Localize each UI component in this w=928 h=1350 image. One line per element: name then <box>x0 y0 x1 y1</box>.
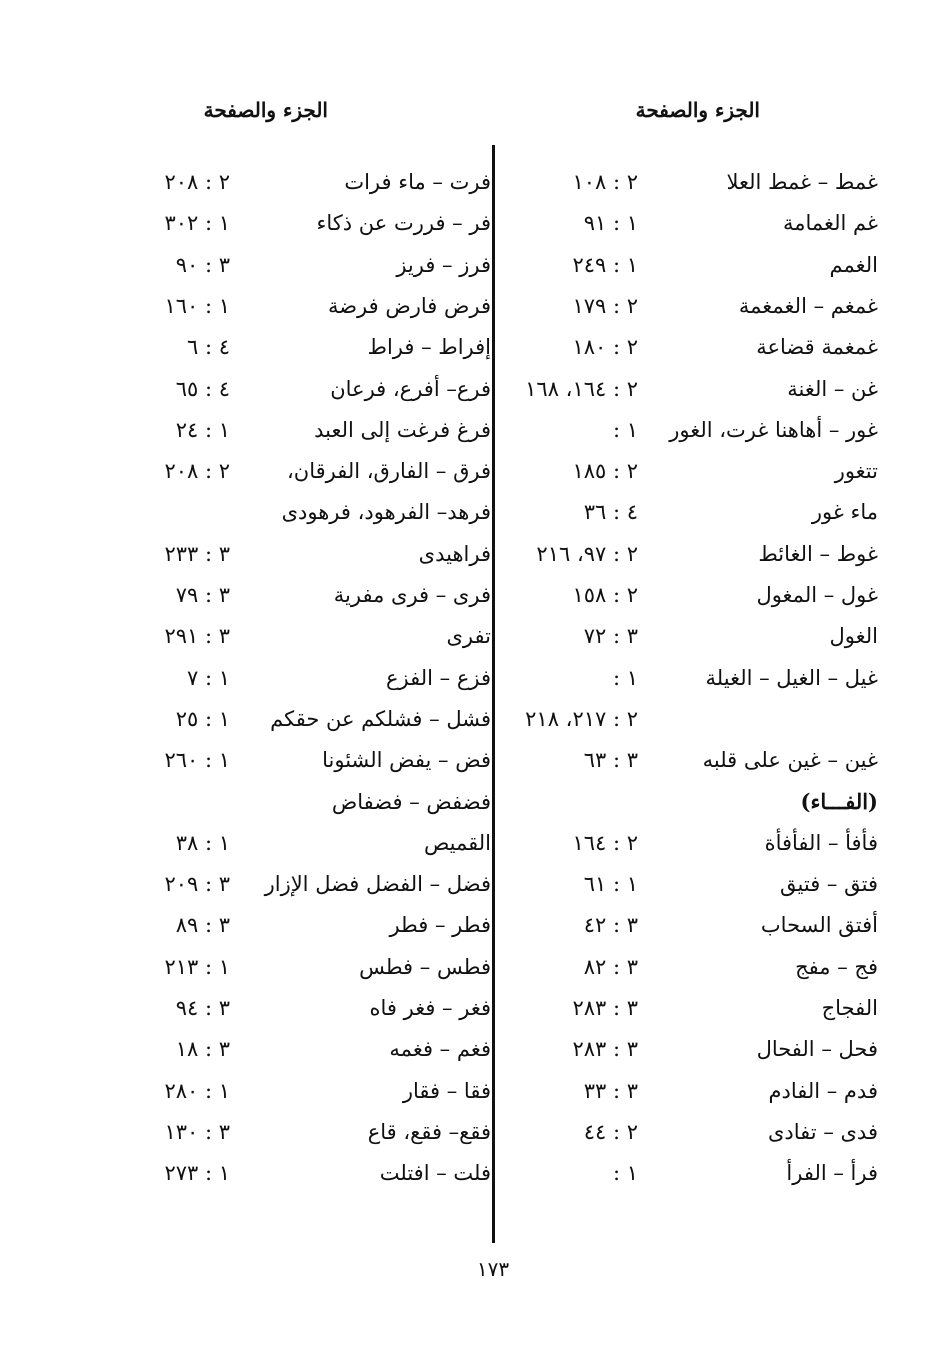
entry-word: فشل – فشلكم عن حقكم <box>270 706 491 731</box>
entry-reference: ٤ : ٦ <box>187 335 230 360</box>
entry-reference: ٣ : ٢٨٣ <box>572 1037 638 1062</box>
entry-reference: ٣ : ٩٠ <box>175 252 230 277</box>
entry-word: غمغمة قضاعة <box>756 335 878 360</box>
entry-word: فقع– فقع، قاع <box>367 1119 491 1144</box>
entry-word: فتق – فتيق <box>780 872 878 897</box>
index-entry <box>0 327 928 367</box>
entry-reference: ٢ : ١٠٨ <box>572 170 638 194</box>
entry-word: غين – غين على قلبه <box>702 748 878 773</box>
entry-reference: ٣ : ٨٩ <box>175 913 230 938</box>
entry-word: أفتق السحاب <box>760 913 878 938</box>
entry-reference: ١ : ٧ <box>187 665 230 690</box>
index-entry <box>0 782 928 822</box>
index-entry <box>0 492 928 532</box>
entry-word: فغم – فغمه <box>389 1037 491 1062</box>
entry-word: غيل – الغيل – الغيلة <box>705 665 878 690</box>
entry-word: ماء غور <box>811 500 878 525</box>
entry-reference: ٢ : ١٥٨ <box>572 583 638 607</box>
entry-reference: ١ : ٢٧٣ <box>164 1161 230 1186</box>
entry-word: فرت – ماء فرات <box>344 170 491 194</box>
entry-word: فزع – الفزع <box>386 665 491 690</box>
entry-word: غمغم – الغمغمة <box>738 293 878 318</box>
entry-reference: ٣ : ٢٣٣ <box>164 541 230 566</box>
entry-reference: ٢ : ١٧٩ <box>572 293 638 318</box>
entry-word: فضفض – فضفاض <box>331 789 491 814</box>
entry-reference: ١ : <box>612 1161 638 1186</box>
entry-word: غم الغمامة <box>782 211 878 236</box>
entry-word: فرع– أفرع، فرعان <box>330 376 491 401</box>
entry-reference: ٤ : ٦٥ <box>175 376 230 401</box>
entry-word: تفرى <box>446 624 491 649</box>
entry-word: الفجاج <box>821 996 878 1020</box>
entry-reference: ٢ : ٢٠٨ <box>164 459 230 484</box>
entry-word: فرهد– الفرهود، فرهودى <box>281 500 491 525</box>
entry-word: تتغور <box>834 459 878 484</box>
entry-reference: ٣ : ٦٣ <box>583 748 638 773</box>
entry-word: (الفـــاء) <box>800 788 878 814</box>
entry-word: غول – المغول <box>756 583 878 607</box>
entry-word: الغمم <box>829 252 878 277</box>
entry-reference: ٣ : ٢٨٣ <box>572 996 638 1020</box>
index-entry <box>0 1029 928 1069</box>
index-entry <box>0 162 928 202</box>
entry-word: فراهيدى <box>418 541 491 566</box>
entry-reference: ١ : <box>612 665 638 690</box>
entry-word: غور – أهاهنا غرت، الغور <box>669 417 878 442</box>
entry-word: فر – فررت عن ذكاء <box>316 211 491 236</box>
entry-word: فلت – افتلت <box>379 1161 491 1186</box>
index-entry <box>0 1071 928 1111</box>
entry-reference: ٢ : ١٦٤ <box>572 830 638 855</box>
index-entry <box>0 988 928 1028</box>
entry-word: فدى – تفادى <box>767 1119 878 1144</box>
entry-word: غمط – غمط العلا <box>726 170 878 194</box>
entry-reference: ١ : ٣٠٢ <box>164 211 230 236</box>
entry-reference: ٢ : ٤٤ <box>583 1119 638 1144</box>
index-entry <box>0 864 928 904</box>
entry-reference: ٣ : ٤٢ <box>583 913 638 938</box>
right-column-header: الجزء والصفحة <box>635 98 760 122</box>
entry-reference: ٣ : ١٨ <box>175 1037 230 1062</box>
index-entry <box>0 947 928 987</box>
entry-reference: ٣ : ٢٩١ <box>164 624 230 649</box>
entry-reference: ٣ : ٣٣ <box>583 1078 638 1103</box>
entry-reference: ١ : ٢١٣ <box>164 954 230 979</box>
entry-reference: ٢ : ١٨٥ <box>572 459 638 484</box>
entry-reference: ٣ : ٩٤ <box>175 996 230 1020</box>
page-number: ١٧٣ <box>476 1257 510 1281</box>
entry-reference: ٣ : ٢٠٩ <box>164 872 230 897</box>
entry-reference: ١ : ٣٨ <box>175 830 230 855</box>
index-entry <box>0 616 928 656</box>
entry-reference: ١ : ٢٦٠ <box>164 748 230 773</box>
entry-reference: ٣ : ١٣٠ <box>164 1119 230 1144</box>
entry-reference: ٤ : ٣٦ <box>583 500 638 525</box>
entry-reference: ٣ : ٧٩ <box>175 583 230 607</box>
index-entry <box>0 451 928 491</box>
entry-word: فرز – فريز <box>396 252 491 277</box>
entry-reference: ٢ : ٢١٧، ٢١٨ <box>525 706 638 731</box>
index-entry <box>0 905 928 945</box>
index-entry <box>0 534 928 574</box>
entry-reference: ٢ : ٩٧، ٢١٦ <box>536 541 638 566</box>
entry-word: فغر – فغر فاه <box>369 996 491 1020</box>
index-entry <box>0 203 928 243</box>
index-entry <box>0 1112 928 1152</box>
entry-reference: ١ : ٦١ <box>583 872 638 897</box>
left-column-header: الجزء والصفحة <box>203 98 328 122</box>
index-entry <box>0 575 928 615</box>
entry-word: غن – الغنة <box>787 376 878 401</box>
entry-reference: ٣ : ٨٢ <box>583 954 638 979</box>
entry-word: فض – يفض الشئونا <box>322 748 491 773</box>
entry-reference: ٢ : ١٨٠ <box>572 335 638 360</box>
entry-reference: ١ : ١٦٠ <box>164 293 230 318</box>
entry-word: فطر – فطر <box>389 913 491 938</box>
entry-reference: ٢ : ١٦٤، ١٦٨ <box>525 376 638 401</box>
index-entry <box>0 286 928 326</box>
entry-word: الغول <box>829 624 878 649</box>
entry-word: إفراط – فراط <box>367 335 491 360</box>
entry-reference: ١ : ٢٤ <box>175 417 230 442</box>
index-entry <box>0 1153 928 1193</box>
index-entry <box>0 245 928 285</box>
entry-word: فرض فارض فرضة <box>327 293 491 318</box>
index-entry <box>0 369 928 409</box>
entry-word: فرأ – الفرأ <box>786 1161 878 1186</box>
entry-word: القميص <box>423 830 491 855</box>
entry-word: فرق – الفارق، الفرقان، <box>287 459 491 484</box>
entry-word: فدم – الفادم <box>768 1078 878 1103</box>
entry-word: غوط – الغائط <box>758 541 878 566</box>
entry-reference: ٣ : ٧٢ <box>583 624 638 649</box>
entry-word: فقا – فقار <box>402 1078 491 1103</box>
index-entry <box>0 658 928 698</box>
entry-word: فرغ فرغت إلى العبد <box>314 417 491 442</box>
entry-reference: ١ : ٢٤٩ <box>572 252 638 277</box>
entry-word: فج – مفج <box>795 954 878 979</box>
entry-reference: ١ : ٩١ <box>583 211 638 236</box>
entry-word: فرى – فرى مفرية <box>333 583 491 607</box>
entry-reference: ١ : ٢٥ <box>175 706 230 731</box>
index-entry <box>0 410 928 450</box>
entry-reference: ١ : <box>612 417 638 442</box>
entry-reference: ٢ : ٢٠٨ <box>164 170 230 194</box>
index-entry <box>0 740 928 780</box>
entry-word: فحل – الفحال <box>756 1037 878 1062</box>
index-entry <box>0 823 928 863</box>
index-entry <box>0 699 928 739</box>
entry-word: فطس – فطس <box>359 954 491 979</box>
entry-reference: ١ : ٢٨٠ <box>164 1078 230 1103</box>
entry-word: فضل – الفضل فضل الإزار <box>264 872 491 897</box>
entry-word: فأفأ – الفأفأة <box>764 830 878 855</box>
